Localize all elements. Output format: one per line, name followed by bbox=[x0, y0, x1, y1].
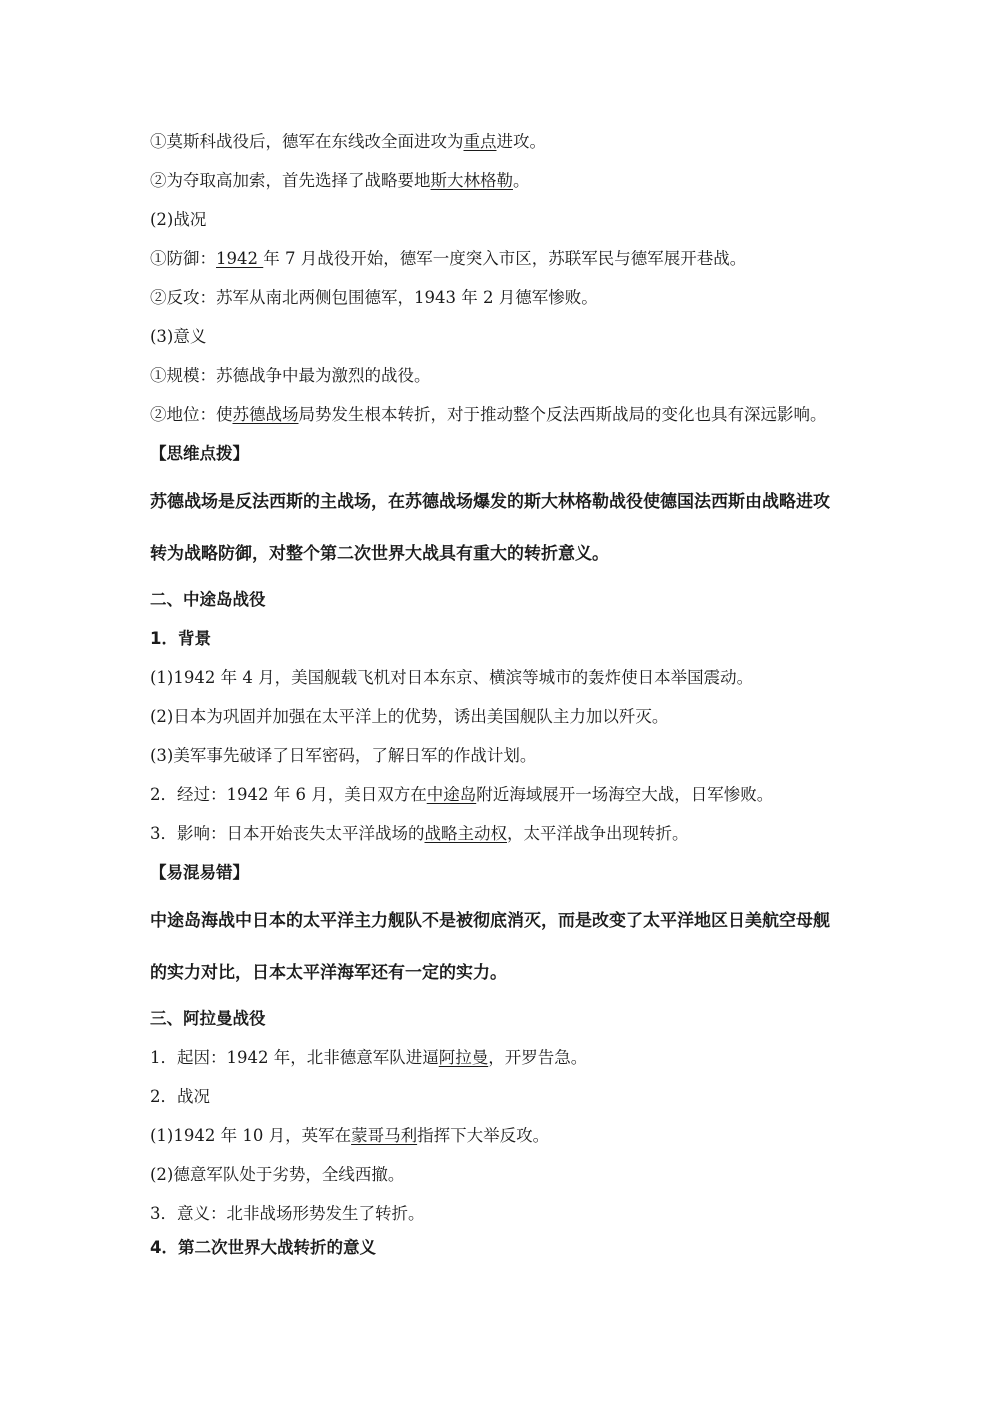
underlined-term: 1942 bbox=[216, 249, 264, 268]
text-line: (2)德意军队处于劣势，全线西撤。 bbox=[150, 1165, 405, 1184]
callout-text: 中途岛海战中日本的太平洋主力舰队不是被彻底消灭，而是改变了太平洋地区日美航空母舰 bbox=[150, 911, 830, 931]
tip-heading: 【思维点拨】 bbox=[150, 444, 249, 463]
subheading: 1．背景 bbox=[150, 629, 211, 648]
text-line: (3)美军事先破译了日军密码，了解日军的作战计划。 bbox=[150, 746, 537, 765]
section-heading: 三、阿拉曼战役 bbox=[150, 1009, 266, 1028]
text-line: ①规模：苏德战争中最为激烈的战役。 bbox=[150, 366, 431, 385]
callout-text: 转为战略防御，对整个第二次世界大战具有重大的转折意义。 bbox=[150, 544, 609, 564]
text-line: 3．影响：日本开始丧失太平洋战场的战略主动权，太平洋战争出现转折。 bbox=[150, 824, 689, 843]
text-line: ②为夺取高加索，首先选择了战略要地斯大林格勒。 bbox=[150, 171, 530, 190]
section-heading: 二、中途岛战役 bbox=[150, 590, 266, 609]
underlined-term: 中途岛 bbox=[426, 785, 477, 804]
subheading: 2．战况 bbox=[150, 1087, 210, 1106]
callout-text: 的实力对比，日本太平洋海军还有一定的实力。 bbox=[150, 963, 507, 983]
underlined-term: 斯大林格勒 bbox=[430, 171, 513, 190]
text-line: 3．意义：北非战场形势发生了转折。 bbox=[150, 1204, 425, 1223]
underlined-term: 重点 bbox=[463, 132, 497, 151]
callout-text: 苏德战场是反法西斯的主战场，在苏德战场爆发的斯大林格勒战役使德国法西斯由战略进攻 bbox=[150, 492, 830, 512]
text-line: ②反攻：苏军从南北两侧包围德军，1943 年 2 月德军惨败。 bbox=[150, 288, 598, 307]
tip-heading: 【易混易错】 bbox=[150, 863, 249, 882]
underlined-term: 苏德战场 bbox=[232, 405, 299, 424]
subheading: 4．第二次世界大战转折的意义 bbox=[150, 1238, 376, 1257]
subheading: (2)战况 bbox=[150, 210, 207, 229]
underlined-term: 阿拉曼 bbox=[438, 1048, 489, 1067]
text-line: ①防御：1942 年 7 月战役开始，德军一度突入市区，苏联军民与德军展开巷战。 bbox=[150, 249, 747, 268]
text-line: 2．经过：1942 年 6 月，美日双方在中途岛附近海域展开一场海空大战，日军惨败。 bbox=[150, 785, 774, 804]
text-line: (1)1942 年 4 月，美国舰载飞机对日本东京、横滨等城市的轰炸使日本举国震动。 bbox=[150, 668, 754, 687]
text-line: ②地位：使苏德战场局势发生根本转折，对于推动整个反法西斯战局的变化也具有深远影响。 bbox=[150, 405, 827, 424]
text-line: 1．起因：1942 年，北非德意军队进逼阿拉曼，开罗告急。 bbox=[150, 1048, 588, 1067]
text-line: (1)1942 年 10 月，英军在蒙哥马利指挥下大举反攻。 bbox=[150, 1126, 550, 1145]
subheading: (3)意义 bbox=[150, 327, 207, 346]
text-line: ①莫斯科战役后，德军在东线改全面进攻为重点进攻。 bbox=[150, 132, 546, 151]
text-line: (2)日本为巩固并加强在太平洋上的优势，诱出美国舰队主力加以歼灭。 bbox=[150, 707, 669, 726]
underlined-term: 战略主动权 bbox=[424, 824, 507, 843]
underlined-term: 蒙哥马利 bbox=[351, 1126, 418, 1145]
